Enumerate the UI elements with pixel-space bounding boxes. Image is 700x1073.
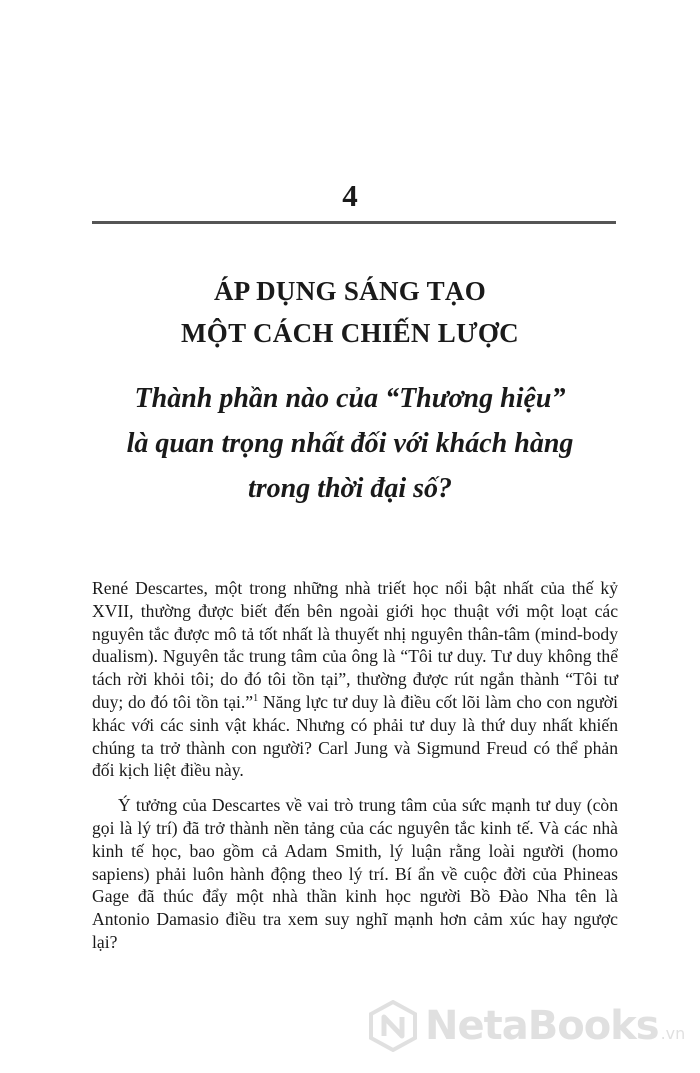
- watermark: [367, 996, 687, 1056]
- paragraph-2: Ý tưởng của Descartes về vai trò trung tâm của sức mạnh tư duy (còn gọi là lý trí) đã trở thành nền tảng của các nguyên tắc kinh tế. Và các nhà kinh tế học, bao gồm cả Adam Smith, lý luận rằng loài người (homo sapiens) phải luôn hành động theo lý trí. Bí ẩn về cuộc đời của Phineas Gage đã thúc đẩy một nhà thần kinh học người Bồ Đào Nha tên là Antonio Damasio điều tra xem suy nghĩ mạnh hơn cảm xúc hay ngược lại?: [92, 795, 618, 952]
- chapter-subtitle: [0, 376, 700, 511]
- chapter-title-line-1: ÁP DỤNG SÁNG TẠO: [213, 276, 487, 306]
- netabooks-n-logo-icon: [367, 1000, 419, 1052]
- paragraph-1: [92, 577, 618, 782]
- paragraph-1-main: René Descartes, một trong những nhà triết học nổi bật nhất của thế kỷ XVII, thường được biết đến bên ngoài giới học thuật với một loạt các nguyên tắc được mô tả tốt nhất là thuyết nhị nguyên thân-tâm (mind-body dualism). Nguyên tắc trung tâm của ông là “Tôi tư duy. Tư duy không thể tách rời khỏi tôi; do đó tôi tồn tại”, thường được rút ngắn thành “Tôi tư duy; do đó tôi tồn tại.”: [92, 578, 618, 712]
- chapter-divider: [92, 221, 616, 224]
- chapter-title-line-2: MỘT CÁCH CHIẾN LƯỢC: [181, 318, 519, 348]
- chapter-title: [0, 270, 700, 354]
- watermark-suffix: .vn: [660, 1023, 686, 1043]
- paragraph-1-rest: Năng lực tư duy là điều cốt lõi làm cho con người khác với các sinh vật khác. Nhưng có phải tư duy là thứ duy nhất khiến chúng ta trở thành con người? Carl Jung và Sigmund Freud có thể phản đối kịch liệt điều này.: [92, 691, 618, 781]
- chapter-subtitle-line-1: Thành phần nào của “Thương hiệu”: [134, 383, 566, 414]
- footnote-reference[interactable]: 1: [253, 693, 259, 705]
- watermark-brand: NetaBooks: [425, 1003, 659, 1049]
- chapter-number: 4: [342, 178, 358, 213]
- chapter-subtitle-line-3: trong thời đại số?: [247, 473, 453, 504]
- chapter-subtitle-line-2: là quan trọng nhất đối với khách hàng: [126, 428, 574, 459]
- body-text: [92, 577, 618, 966]
